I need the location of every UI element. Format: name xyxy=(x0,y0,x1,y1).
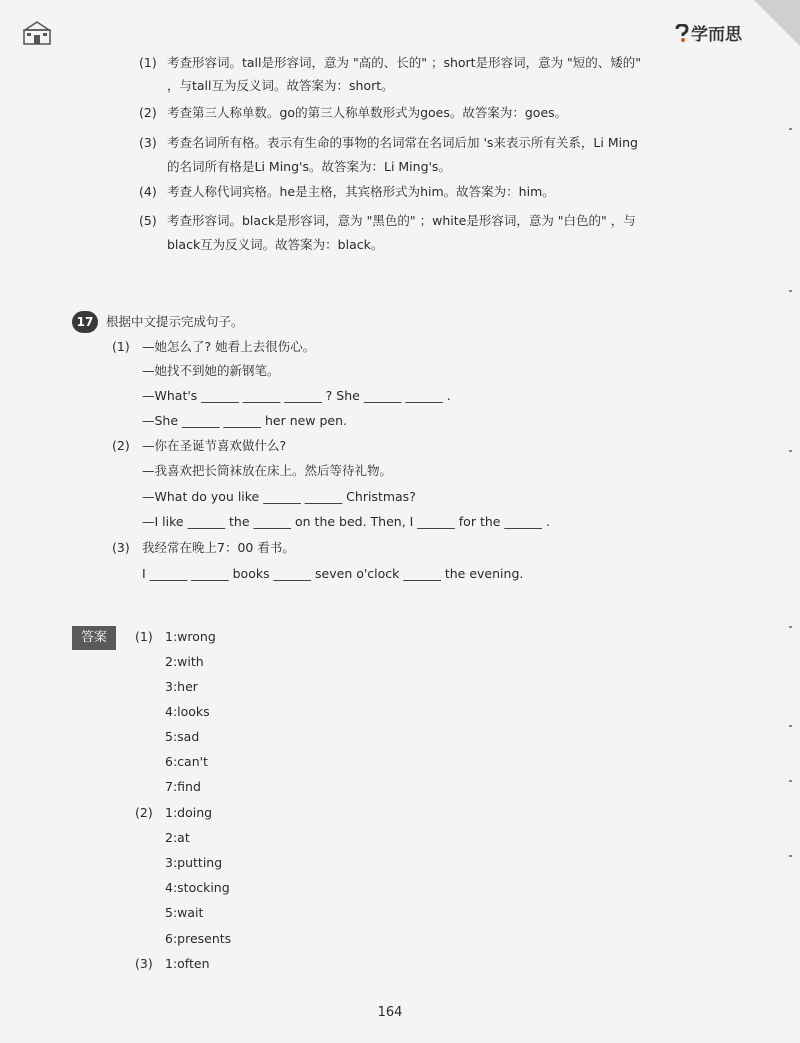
part-number: (1) xyxy=(112,339,130,354)
page-number: 164 xyxy=(377,1005,403,1020)
explanation-number: (4) xyxy=(139,184,157,199)
explanation-line: 考查名词所有格。表示有生命的事物的名词常在名词后加 's来表示所有关系，Li Ming xyxy=(167,135,638,150)
scan-mark xyxy=(789,780,792,782)
part-line: —I like ______ the ______ on the bed. Then, I ______ for the ______ . xyxy=(142,514,550,529)
explanation-line: 考查第三人称单数。go的第三人称单数形式为goes。故答案为：goes。 xyxy=(167,105,568,120)
scan-mark xyxy=(789,450,792,452)
answer-item: 5:sad xyxy=(165,729,200,744)
answer-item: 4:looks xyxy=(165,704,210,719)
explanation-number: (2) xyxy=(139,105,157,120)
answer-group-number: (3) xyxy=(135,956,153,971)
page-corner-decoration xyxy=(754,0,800,46)
part-line: —你在圣诞节喜欢做什么? xyxy=(142,438,287,453)
answer-label: 答案 xyxy=(72,626,116,650)
answer-item: 2:at xyxy=(165,830,190,845)
part-line: —她找不到她的新钢笔。 xyxy=(142,363,280,378)
part-line: —她怎么了? 她看上去很伤心。 xyxy=(142,339,316,354)
explanation-line: 考查形容词。black是形容词，意为 "黑色的" ；white是形容词，意为 "白色的" ，与 xyxy=(167,213,636,228)
part-number: (2) xyxy=(112,438,130,453)
part-line: —She ______ ______ her new pen. xyxy=(142,413,348,428)
part-number: (3) xyxy=(112,540,130,555)
answer-item: 2:with xyxy=(165,654,204,669)
answer-item: 5:wait xyxy=(165,905,204,920)
scan-mark xyxy=(789,855,792,857)
scan-mark xyxy=(789,290,792,292)
answer-item: 6:presents xyxy=(165,931,232,946)
answer-item: 6:can't xyxy=(165,754,208,769)
question-title: 根据中文提示完成句子。 xyxy=(106,314,244,329)
explanation-line: black互为反义词。故答案为：black。 xyxy=(167,237,384,252)
answer-item: 1:wrong xyxy=(165,629,216,644)
part-line: I ______ ______ books ______ seven o'clock ______ the evening. xyxy=(142,566,524,581)
brand-mark-icon xyxy=(675,24,689,42)
part-line: —What do you like ______ ______ Christmas? xyxy=(142,489,416,504)
answer-item: 3:putting xyxy=(165,855,223,870)
scan-mark xyxy=(789,626,792,628)
explanation-number: (3) xyxy=(139,135,157,150)
answer-item: 4:stocking xyxy=(165,880,230,895)
question-number-badge: 17 xyxy=(72,311,98,333)
answer-group-number: (1) xyxy=(135,629,153,644)
part-line: 我经常在晚上7：00 看书。 xyxy=(142,540,295,555)
scan-mark xyxy=(789,725,792,727)
scan-mark xyxy=(789,128,792,130)
answer-item: 1:doing xyxy=(165,805,213,820)
school-building-icon xyxy=(22,20,52,46)
answer-group-number: (2) xyxy=(135,805,153,820)
brand-name: 学而思 xyxy=(691,25,742,45)
part-line: —What's ______ ______ ______ ? She ______ ______ . xyxy=(142,388,451,403)
answer-item: 1:often xyxy=(165,956,210,971)
explanation-line: 考查形容词。tall是形容词，意为 "高的、长的" ；short是形容词，意为 "短的、矮的" xyxy=(167,55,642,70)
brand-logo xyxy=(675,20,742,45)
answer-item: 7:find xyxy=(165,779,201,794)
answer-item: 3:her xyxy=(165,679,198,694)
explanation-line: 考查人称代词宾格。he是主格，其宾格形式为him。故答案为：him。 xyxy=(167,184,555,199)
explanation-line: ，与tall互为反义词。故答案为：short。 xyxy=(167,78,394,93)
explanation-number: (5) xyxy=(139,213,157,228)
part-line: —我喜欢把长筒袜放在床上。然后等待礼物。 xyxy=(142,463,393,478)
explanation-line: 的名词所有格是Li Ming's。故答案为：Li Ming's。 xyxy=(167,159,451,174)
explanation-number: (1) xyxy=(139,55,157,70)
